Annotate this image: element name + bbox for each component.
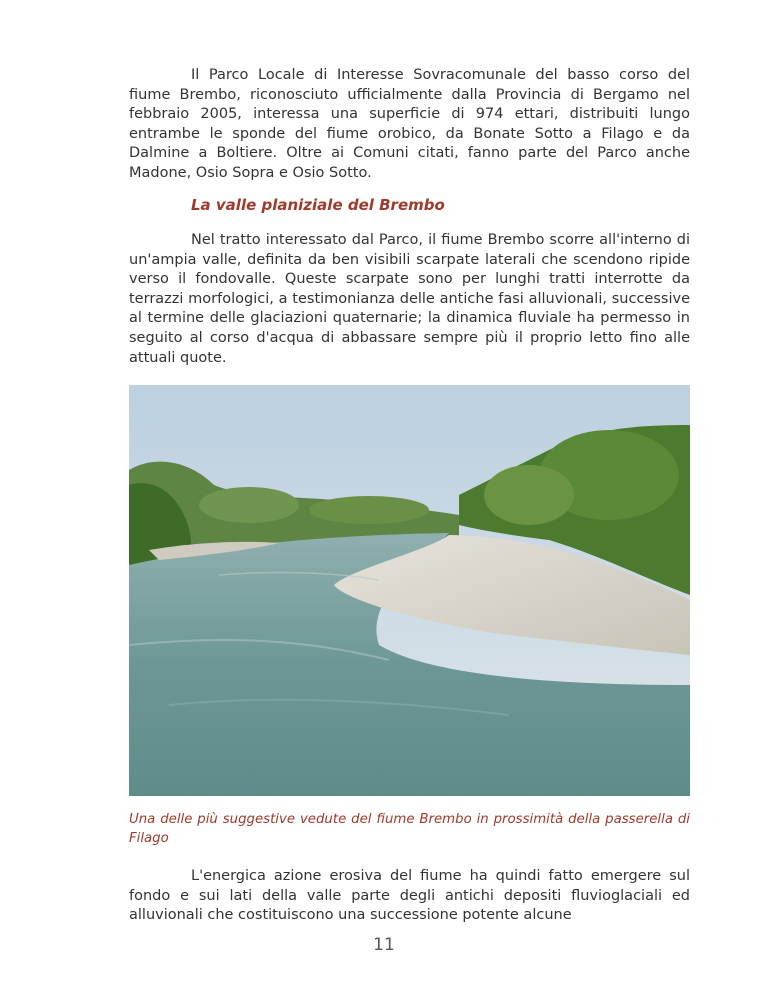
page-number: 11 [373, 935, 395, 955]
photo-caption: Una delle più suggestive vedute del fiume Brembo in prossimità della passerella di Filago [129, 812, 690, 846]
intro-paragraph: Il Parco Locale di Interesse Sovracomunale del basso corso del fiume Brembo, riconosciuto ufficialmente dalla Provincia di Bergamo nel febbraio 2005, interessa una superficie di 974 ettari, distribuiti lungo entrambe le sponde del fiume orobico, da Bonate Sotto a Filago e da Dalmine a Boltiere. Oltre ai Comuni citati, fanno parte del Parco anche Madone, Osio Sopra e Osio Sotto. [129, 67, 690, 181]
valley-paragraph: Nel tratto interessato dal Parco, il fiume Brembo scorre all'interno di un'ampia valle, definita da ben visibili scarpate laterali che scendono ripide verso il fondovalle. Queste scarpate sono per lunghi tratti interrotte da terrazzi morfologici, a testimonianza delle antiche fasi alluvionali, successive al termine delle glaciazioni quaternarie; la dinamica fluviale ha permesso in seguito al corso d'acqua di abbassare sempre più il proprio letto fino alle attuali quote. [129, 232, 690, 366]
river-photo [129, 385, 690, 796]
erosion-paragraph: L'energica azione erosiva del fiume ha quindi fatto emergere sul fondo e sui lati della valle parte degli antichi depositi fluvioglaciali ed alluvionali che costituiscono una successione potente alcune [129, 868, 690, 924]
section-heading: La valle planiziale del Brembo [191, 196, 445, 214]
